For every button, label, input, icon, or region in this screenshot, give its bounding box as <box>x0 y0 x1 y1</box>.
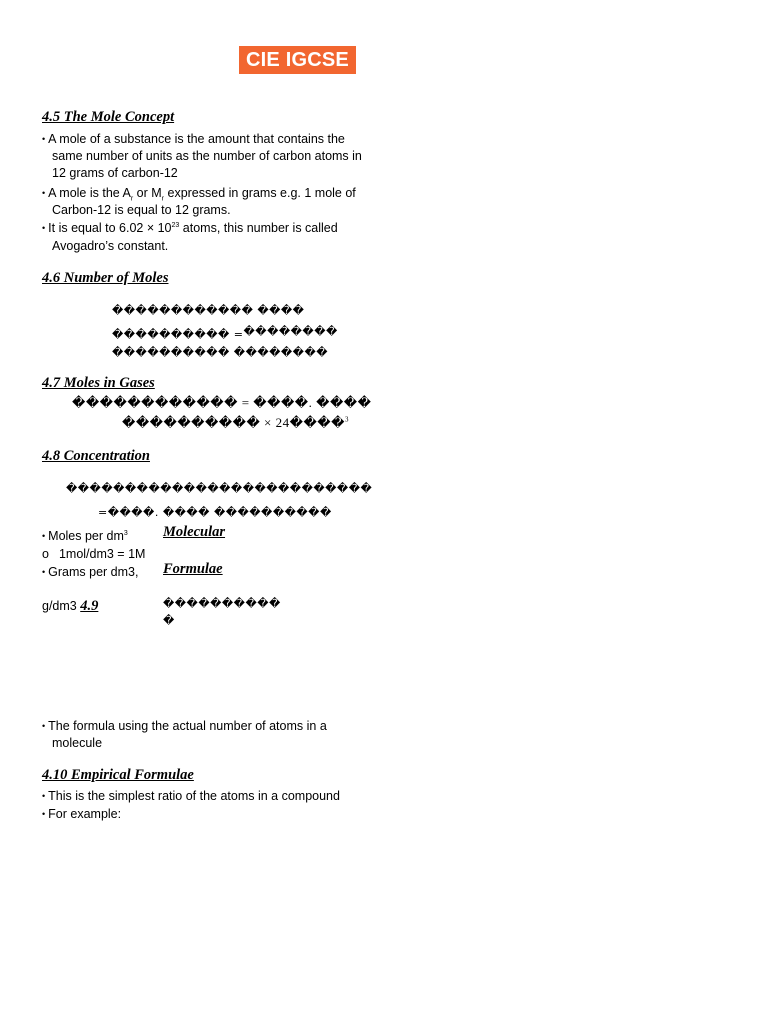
bullet-simplest-ratio: • This is the simplest ratio of the atoms in a compound <box>42 789 340 803</box>
bullet-for-example: • For example: <box>42 807 122 821</box>
bullet-mole-ar-mr-line1: • A mole is the $A_r$ or $M_r$ expressed in grams e.g. 1 mole of <box>42 186 356 203</box>
section-heading-molecular: Molecular <box>163 524 226 540</box>
formula-molecular-glyphs-line1: ���������� <box>163 597 281 610</box>
formula-gas-volume-line1: ������������ = ����. ���� <box>72 395 372 410</box>
section-heading-empirical-formulae: 4.10 Empirical Formulae <box>42 767 194 783</box>
section-heading-mole-concept: 4.5 The Mole Concept <box>42 109 175 125</box>
formula-molecular-glyphs-line2: � <box>163 614 175 627</box>
bullet-mole-ar-mr-line2: Carbon-12 is equal to 12 grams. <box>52 203 231 217</box>
unit-g-dm3: g/dm3 4.9 <box>42 598 99 614</box>
bullet-mole-definition-line1: • A mole of a substance is the amount that contains the <box>42 132 345 146</box>
formula-concentration-line1: �������������������������� <box>66 482 373 495</box>
section-number-4-9: 4.9 <box>80 598 99 614</box>
section-heading-concentration: 4.8 Concentration <box>42 448 150 464</box>
bullet-avogadro-line2: Avogadro’s constant. <box>52 239 169 253</box>
formula-moles-numerator: ������������ ���� <box>112 304 305 317</box>
bullet-moles-per-dm3: • Moles per $dm^3$ <box>42 529 128 543</box>
formula-moles-denominator: ���������� �������� <box>112 346 329 359</box>
formula-gas-volume-line2: ���������� × 24����$^3$ <box>122 415 349 430</box>
bullet-molecular-formula-line2: molecule <box>52 736 103 750</box>
formula-concentration-line2: =����. ���� ���������� <box>98 506 332 519</box>
bullet-molecular-formula-line1: • The formula using the actual number of atoms in a <box>42 719 327 733</box>
bullet-mole-definition-line3: 12 grams of carbon-12 <box>52 166 178 180</box>
formula-moles-equals: ���������� =�������� <box>112 325 338 341</box>
bullet-mole-definition-line2: same number of units as the number of carbon atoms in <box>52 149 362 163</box>
section-heading-formulae: Formulae <box>163 561 223 577</box>
bullet-grams-per-dm3: • Grams per dm3, <box>42 565 139 579</box>
course-badge: CIE IGCSE <box>239 46 356 74</box>
subbullet-mol-dm3: o 1mol/dm3 = 1M <box>42 547 146 561</box>
section-heading-moles-in-gases: 4.7 Moles in Gases <box>42 375 155 391</box>
bullet-avogadro-line1: • It is equal to $6.02 \times 10^{23}$ atoms, this number is called <box>42 221 338 235</box>
section-heading-number-of-moles: 4.6 Number of Moles <box>42 270 169 286</box>
